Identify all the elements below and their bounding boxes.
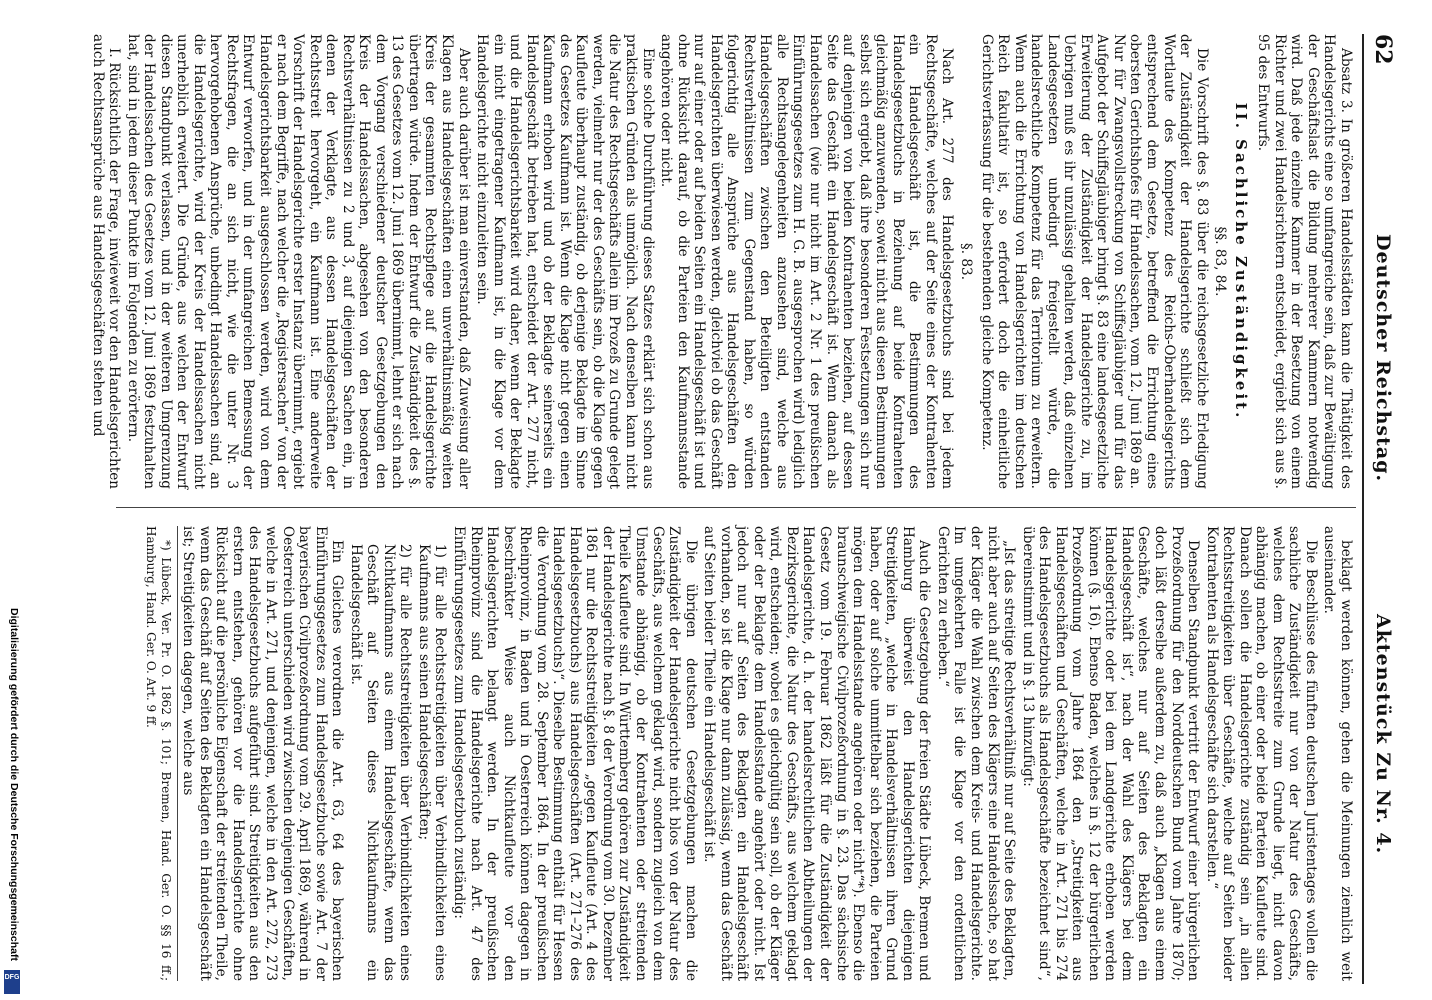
footnote: *) Lübeck, Ver. Pr. O. 1862 §. 101; Bremen, Hand. Ger. O. §§ 16 ff.; Hamburg, Hand. Ger. O. Art. 9 ff. [143,526,178,981]
paragraph: Aber auch darüber ist man einverstanden, daß Zuweisung aller Klagen aus Handelsgeschäften einen unverhältnismäßig weiten Kreis der gesammten Rechtspflege auf die Handelsgerichte übertragen würde. Indem der Entwurf die Zuständigkeit des §. 13 des Gesetzes vom 12. Juni 1869 übernimmt, lehnt er sich nach dem Vorgang verschiedener deutscher Gesetzgebungen den Kreis der Handelssachen, abgesehen von den besonderen Rechtsverhältnissen zu 2 und 3, auf diejenigen Sachen ein, in denen der Verklagte, aus dessen Handelsgeschäften der Rechtsstreit hervorgeht, ein Kaufmann ist. Eine anderweite Vorschrift der Handelsgerichte erster Instanz übernimmt, ergiebt er nach dem Begriffe, nach welcher die „Registersachen“ von der Handelsgerichtsbarkeit ausgeschlossen werden, wird von dem Entwurf verworfen, und in der umfangreichen Bemessung der Rechtsfragen, die an sich nicht, wie die unter Nr. 3 hervorgehobenen Ansprüche, unbedingt Handelssachen sind, an die Handelsgerichte, wird der Kreis der Handelssachen nicht unerheblich erweitert. Die Gründe, aus welchen der Entwurf diesen Standpunkt verlassen, und in der weiteren Umgrenzung der Handelssachen des Gesetzes vom 12. Juni 1869 festzuhalten hat, sind in jedem dieser Punkte im Folgenden zu erörtern. [124,34,472,489]
paragraph: I. Rücksichtlich der Frage, inwieweit vor den Handelsgerichten auch Rechtsansprüche aus Handelsgeschäften stehen und [89,34,123,489]
section-heading: II. Sachliche Zuständigkeit. [1231,102,1250,421]
page-header [1360,34,1400,984]
section-paragraph-sign: §§. 83, 84. [1212,226,1229,297]
page-number: 62 [1370,34,1396,65]
paragraph: Ein Gleiches verordnen die Art. 63, 64 des bayerischen Einführungsgesetzes zum Handelsgesetzbuche sowie Art. 7 der bayerischen Civilprozeßordnung vom 29. April 1869, während in Oesterreich unterschieden wird zwischen denjenigen Geschäften, welche in Art. 271, und denjenigen, welche in den Art. 272, 273 des Handelsgesetzbuchs aufgeführt sind. Streitigkeiten aus den erstern entstehen, gehören vor die Handelsgerichte ohne Rücksicht auf die persönliche Eigenschaft der streitenden Theile, wenn das Geschäft auf Seiten des Beklagten ein Handelsgeschäft ist; Streitigkeiten dagegen, welche aus [180,526,346,981]
paragraph: Auch die Gesetzgebung der freien Städte Lübeck, Bremen und Hamburg überweist den Handelsgerichten diejenigen Streitigkeiten, „welche in Handelsverhältnissen ihren Grund haben, oder auf solche unmittelbar sich beziehen, die Parteien mögen dem Handelsstande angehören oder nicht“*). Ebenso die braunschweigische Civilprozeßordnung in §. 23. Das sächsische Gesetz vom 19. Februar 1862 läßt für die Zuständigkeit der Handelsgerichte, d. h. der handelsrechtlichen Abtheilungen der Bezirksgerichte, die Natur des Geschäfts, aus welchem geklagt wird, entscheiden; wobei es gleichgültig sein soll, ob der Kläger oder der Beklagte dem Handelsstande angehört oder nicht. Ist jedoch nur auf Seiten des Beklagten ein Handelsgeschäft vorhanden, so ist die Klage nur dann zulässig, wenn das Geschäft auf Seiten beider Theile ein Handelsgeschäft ist. [701,526,933,981]
paragraph: Absatz 3. In größeren Handelsstädten kann die Thätigkeit des Handelsgerichts eine so umfangreiche sein, daß zur Bewältigung der Geschäftslast die Bildung mehrerer Kammern notwendig wird. Daß jede einzelne Kammer in der Besetzung von einem Richter und zwei Handelsrichtern entscheidet, ergiebt sich aus §. 95 des Entwurfs. [1255,34,1354,489]
paragraph: Nach Art. 277 des Handelsgesetzbuchs sind bei jedem Rechtsgeschäfte, welches auf der Seite eines der Kontrahenten ein Handelsgeschäft ist, die Bestimmungen des Handelsgesetzbuchs in Beziehung auf beide Kontrahenten gleichmäßig anzuwenden, soweit nicht aus diesen Bestimmungen selbst sich ergiebt, daß ihre besonderen Festsetzungen sich nur auf denjenigen von beiden Kontrahenten beziehen, auf dessen Seite das Geschäft ein Handelsgeschäft ist. Wenn danach als Handelssachen (wie nur nicht im Art. 2 Nr. 1 des preußischen Einführungsgesetzes zum H. G. B. ausgesprochen wird) lediglich alle Rechtsangelegenheiten anzusehen sind, welche aus Handelsgeschäften zwischen den Beteiligten entstanden Rechtsverhältnissen zum Gegenstand haben, so würden folgerichtig alle Ansprüche aus Handelsgeschäften den Handelsgerichten überwiesen werden, gleichviel ob das Geschäft nur auf einer oder auf beiden Seiten ein Handelsgeschäft ist und ohne Rücksicht darauf, ob die Parteien den Kaufmannsstande angehören oder nicht. [658,34,956,489]
block-quote: „Ist das streitige Rechtsverhältniß nur auf Seite des Beklagten, nicht aber auch auf Seiten des Klägers eine Handelssache, so hat der Kläger die Wahl zwischen dem Kreis- und Handelsgerichte. Im umgekehrten Falle ist die Klage vor den ordentlichen Gerichten zu erheben.“ [934,526,1018,981]
paragraph: Die Beschlüsse des fünften deutschen Juristentages wollen die sachliche Zuständigkeit nur von der Natur des Geschäfts, welches dem Rechtsstreite zum Grunde liegt, nicht davon abhängig machen, ob einer oder beide Parteien Kaufleute sind. Danach sollen die Handelsgerichte zuständig sein „in allen Rechtsstreitigkeiten über Geschäfte, welche auf Seiten beider Kontrahenten als Handelsgeschäfte sich darstellen.“ [1203,526,1319,981]
list-item: 2) für alle Rechtsstreitigkeiten über Verbindlichkeiten eines Nichtkaufmanns aus einem Handelsgeschäfte, wenn das Geschäft auf Seiten dieses Nichtkaufmanns ein Handelsgeschäft ist. [347,544,414,981]
right-column [114,526,1354,981]
header-rule [1362,34,1364,984]
paragraph-sign: §. 83. [957,242,974,281]
paragraph: Eine solche Durchführung dieses Satzes erklärt sich schon aus praktischen Gründen als unmöglich. Nach denselben kann nicht die Natur des Rechtsgeschäfts allein im Prozeß zu Grunde gelegt werden, vielmehr nur der des Geschäfts sein, ob die Klage gegen Kaufleute überhaupt zuständig, ob derjenige Beklagte im Sinne des Gesetzes Kaufmann ist. Wenn die Klage nicht gegen einen Kaufmann erhoben wird und ob der Beklagte seinerseits ein Handelsgeschäft betrieben hat, entscheidet der Art. 277 nicht, und die Handelsgerichtsbarkeit wird daher, wenn der Beklagte ein nicht eingetragener Kaufmann ist, in die Klage vor dem Handelsgerichte nicht einzuleiten sein. [474,34,656,489]
paragraph: Die Vorschrift des §. 83 über die reichsgesetzliche Erledigung der Zuständigkeit der Handelsgerichte schließt sich dem Wortlaute des Kompetenz des Reichs-Oberhandelsgerichts entsprechend dem Gesetze, betreffend die Errichtung eines obersten Gerichtshofes für Handelssachen, vom 12. Juni 1869 an. Nur für Zwangsvollstreckung von Schiffsgläubiger und für das Aufgebot der Schiffsgläubiger bringt §. 83 eine landesgesetzliche Erweiterung der Zuständigkeit der Handelsgerichte zu, im Uebrigen muß es ihr unzulässig gehalten werden, daß einzelnen Landesgesetzen unbedingt freigestellt würde, die handelsrechtliche Kompetenz für das Territorium zu erweitern. Wenn auch die Errichtung von Handelsgerichten im deutschen Reich fakultativ ist, so erfordert doch die einheitliche Gerichtsverfassung für die bestehenden gleiche Kompetenz. [978,34,1210,489]
running-title-left: Deutscher Reichstag. [1372,234,1394,483]
list-item: 1) für alle Rechtsstreitigkeiten über Verbindlichkeiten eines Kaufmanns aus seinen Handelsgeschäften; [415,544,449,981]
paragraph: Denselben Standpunkt vertritt der Entwurf einer bürgerlichen Prozeßordnung für den Norddeutschen Bund vom Jahre 1870; doch läßt derselbe außerdem zu, daß auch „Klagen aus einem Geschäfte, welches nur auf Seiten des Beklagten ein Handelsgeschäft ist“, nach der Wahl des Klägers bei dem Handelsgerichte oder bei dem Landgerichte erhoben werden können (§. 16). Ebenso Baden, welches in §. 12 der bürgerlichen Prozeßordnung vom Jahre 1864 den „Streitigkeiten aus Handelsgeschäften und Geschäften, welche in Art. 271 bis 274 des Handelsgesetzbuchs als Handelsgeschäfte bezeichnet sind“, übereinstimmt und in §. 13 hinzufügt: [1019,526,1202,981]
dfg-logo: DFG [4,970,20,994]
digitization-credit [6,608,20,1000]
paragraph: Die übrigen deutschen Gesetzgebungen machen die Zuständigkeit der Handelsgerichte nicht blos von der Natur des Geschäfts, aus welchem geklagt wird, sondern zugleich von dem Umstande abhängig, ob der Kontrahenten oder streitenden Theile Kaufleute sind. In Württemberg gehören zur Zuständigkeit der Handelsgerichte nach §. 8 der Verordnung vom 30. Dezember 1861 nur die Rechtsstreitigkeiten „gegen Kaufleute (Art. 4 des Handelsgesetzbuchs) aus Handelsgeschäften (Art. 271–276 des Handelsgesetzbuchs)“. Dieselbe Bestimmung enthält für Hessen die Verordnung vom 28. September 1864. In der preußischen Rheinprovinz, in Baden und in Oesterreich können dagegen in beschränkter Weise auch Nichtkaufleute vor den Handelsgerichten belangt werden. In der preußischen Rheinprovinz sind die Handelsgerichte nach Art. 47 des Einführungsgesetzes zum Handelsgesetzbuch zuständig: [451,526,699,981]
running-title-right: Aktenstück Zu Nr. 4. [1372,614,1394,855]
paragraph: beklagt werden können, gehen die Meinungen ziemlich weit auseinander. [1321,526,1354,981]
column-divider [116,507,1356,508]
rotated-page [89,34,1400,984]
credit-text: Digitalisierung gefördert durch die Deutsche Forschungsgemeinschaft [8,608,20,961]
left-column [89,34,1354,489]
